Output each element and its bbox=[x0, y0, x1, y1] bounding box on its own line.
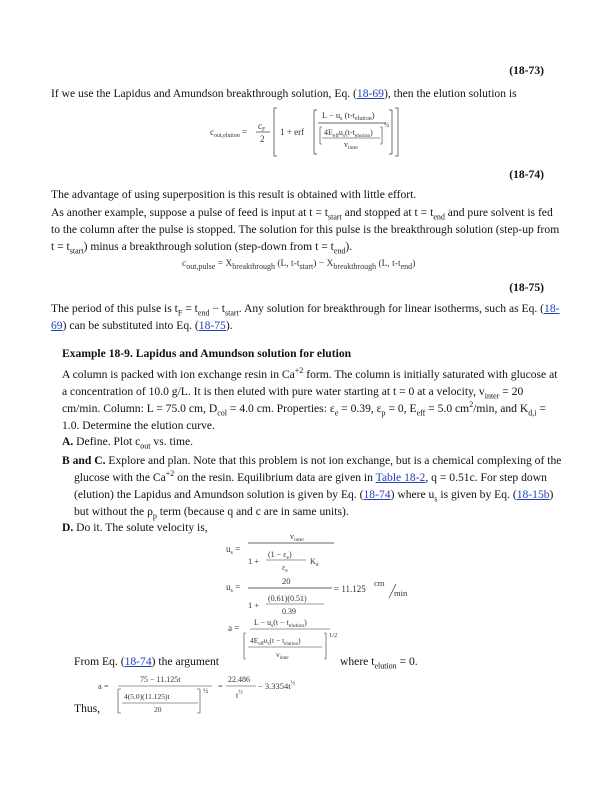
svg-text:vinter: $v_{inter}$ bbox=[290, 532, 305, 543]
svg-text:us =: $u_s$ = bbox=[226, 582, 241, 594]
a-equation bbox=[226, 615, 356, 673]
eq74-half-exponent: ½ bbox=[384, 121, 390, 129]
link-eq-18-75[interactable]: 18-75 bbox=[198, 319, 226, 332]
svg-text:1 +: 1 + bbox=[248, 556, 260, 566]
pulse-sub-start-2: start bbox=[69, 246, 84, 256]
eq74-numerator: $L - u_s$ $(t-t_{elution})$ bbox=[322, 110, 375, 122]
eq74-cF: $c_F$ bbox=[258, 121, 266, 133]
pulse-text-1: As another example, suppose a pulse of feed is input at t = t bbox=[51, 206, 328, 219]
eq74-inner-bracket-right bbox=[389, 110, 392, 154]
svg-text:= 11.125: = 11.125 bbox=[334, 584, 366, 594]
svg-text:vinter: $v_{inter}$ bbox=[276, 650, 289, 661]
equation-number-18-74: (18-74) bbox=[509, 168, 544, 181]
svg-text:(0.61)(0.51): (0.61)(0.51) bbox=[268, 594, 307, 603]
svg-text:εe: $\varepsilon_e$ bbox=[282, 563, 288, 574]
eq74-sqrt-bracket-left bbox=[320, 127, 322, 144]
svg-text:20: 20 bbox=[282, 576, 291, 586]
intro-text-before: If we use the Lapidus and Amundson breakthrough solution, Eq. ( bbox=[51, 87, 357, 100]
svg-text:½: ½ bbox=[203, 687, 209, 695]
link-eq-18-15b[interactable]: 18-15b bbox=[516, 488, 550, 501]
superposition-paragraph: The advantage of using superposition is this result is obtained with little effort. bbox=[51, 188, 417, 201]
equation-18-75: $c_{out,pulse} = X_{breakthrough}$ (L, $t-t_{start}) - X_{breakthrough}$ (L, $t-t_{end}$) bbox=[182, 259, 416, 271]
svg-text:1 +: 1 + bbox=[248, 600, 260, 610]
svg-text:4(5.0)(11.125)t: 4(5.0)(11.125)t bbox=[124, 692, 170, 701]
equation-number-18-75: (18-75) bbox=[509, 281, 544, 294]
svg-text:− 3.3354t½: − $3.3354t^{\frac{1}{2}}$ bbox=[258, 681, 296, 691]
pulse-sub-end-2: end bbox=[333, 246, 346, 256]
eq74-inner-bracket-left bbox=[314, 110, 317, 154]
eq74-erf: 1 + erf bbox=[280, 127, 305, 137]
where-text: where $t_{elution} = 0$. bbox=[340, 655, 418, 671]
thus-text: Thus, bbox=[74, 702, 101, 715]
link-eq-18-74[interactable]: 18-74 bbox=[363, 488, 391, 501]
a-equation-graphic bbox=[226, 615, 356, 673]
step-a: A. Define. Plot $c_{out}$ vs. time. bbox=[62, 435, 194, 451]
link-eq-18-69[interactable]: 18-69 bbox=[356, 87, 384, 100]
equation-18-74 bbox=[208, 104, 406, 160]
svg-text:4Eeffus(t − telution): $4E_{eff}u_s(t - t_{elution})$ bbox=[250, 636, 301, 647]
link-eq-18-69-b[interactable]: 18-69 bbox=[51, 302, 560, 332]
svg-text:a =: a = bbox=[98, 681, 109, 691]
svg-text:Kd: $K_d$ bbox=[310, 557, 319, 568]
pulse-sub-end: end bbox=[433, 212, 445, 222]
from-eq-text: From Eq. (18-74) the argument bbox=[74, 655, 220, 668]
pulse-text-4: ) minus a breakthrough solution (step-down from t = t bbox=[83, 240, 334, 253]
svg-text:t½: $t^{\frac{1}{2}}$ bbox=[236, 690, 243, 700]
svg-text:22.486: 22.486 bbox=[228, 675, 250, 684]
svg-text:0.39: 0.39 bbox=[282, 607, 296, 616]
svg-text:cm: cm bbox=[374, 578, 385, 588]
intro-text-after: ), then the elution solution is bbox=[383, 87, 517, 100]
svg-text:a =: a = bbox=[228, 623, 240, 633]
svg-text:us =: $u_s$ = bbox=[226, 544, 241, 556]
eq74-right-bracket bbox=[395, 108, 398, 156]
a-numeric-graphic bbox=[96, 671, 346, 717]
svg-text:20: 20 bbox=[154, 705, 162, 714]
svg-text:L − us(t − telution): $L - u_s(t - t_{elution})$ bbox=[254, 618, 307, 629]
svg-text:1/2: 1/2 bbox=[329, 632, 338, 639]
eq74-inner-num: $4E_{eff}u_s(t-t_{elution})$ bbox=[324, 128, 373, 139]
pulse-sub-start: start bbox=[328, 212, 342, 222]
eq74-v-inter: $v_{inter}$ bbox=[344, 140, 359, 151]
eq74-sqrt-bracket-right bbox=[380, 127, 382, 144]
example-title: Example 18-9. Lapidus and Amundson solution for elution bbox=[62, 347, 352, 360]
equation-18-74-graphic bbox=[208, 104, 406, 160]
svg-text:75 − 11.125t: 75 − 11.125t bbox=[140, 675, 181, 684]
step-bc: B and C. Explore and plan. Note that this problem is not ion exchange, but is a chemical complexing of the glucose with the $Ca^{+2}$ on the resin. Equilibrium data are given in Table 18-2, q = 0.51c. For step down (elution) the Lapidus and Amundson solution is given by Eq. (18-74) where $u_s$ is given by Eq. (18-15b) but without the $\rho_p$ term (because q and c are in same units). bbox=[62, 454, 562, 521]
link-table-18-2[interactable]: Table 18-2 bbox=[375, 471, 426, 484]
pulse-paragraph bbox=[51, 204, 563, 255]
pulse-text-2: and stopped at t = t bbox=[341, 206, 434, 219]
a-numeric-equation bbox=[96, 671, 346, 717]
pulse-text-3: and pure solvent is fed to the column after the pulse is stopped. The solution for this pulse is the breakthrough solution (step-up from t = t bbox=[51, 206, 560, 253]
pulse-text-5: ). bbox=[345, 240, 353, 253]
svg-text:(1 − εe): $(1 - \varepsilon_e)$ bbox=[268, 550, 292, 561]
equation-number-18-73: (18-73) bbox=[509, 64, 544, 77]
period-paragraph: The period of this pulse is $t_F = t_{end} - t_{start}$. Any solution for breakthrough for linear isotherms, such as Eq. (18-69) can be substituted into Eq. (18-75). bbox=[51, 302, 560, 332]
eq74-left-bracket bbox=[274, 108, 277, 156]
step-d: D. Do it. The solute velocity is, bbox=[62, 521, 208, 534]
intro-paragraph bbox=[51, 85, 563, 102]
eq74-lhs: $c_{out,elution}$ = bbox=[210, 127, 248, 139]
svg-text:min: min bbox=[394, 588, 408, 598]
svg-text:=: = bbox=[218, 681, 223, 691]
example-problem: A column is packed with ion exchange resin in $Ca^{+2}$ form. The column is initially saturated with glucose at a concentration of 10.0 g/L. It is then eluted with pure water starting at t = 0 at a velocity, $v_{inter} = 20$ cm/min. Column: L = 75.0 cm, $D_{col} = 4.0$ cm. Properties: $\varepsilon_e = 0.39$, $\varepsilon_p = 0$, $E_{eff} = 5.0$ $cm^2/\min$, and $K_{d,i} = 1.0$. Determine the elution curve. bbox=[62, 366, 558, 432]
link-eq-18-74-b[interactable]: 18-74 bbox=[124, 655, 152, 668]
eq74-two: 2 bbox=[260, 134, 265, 144]
